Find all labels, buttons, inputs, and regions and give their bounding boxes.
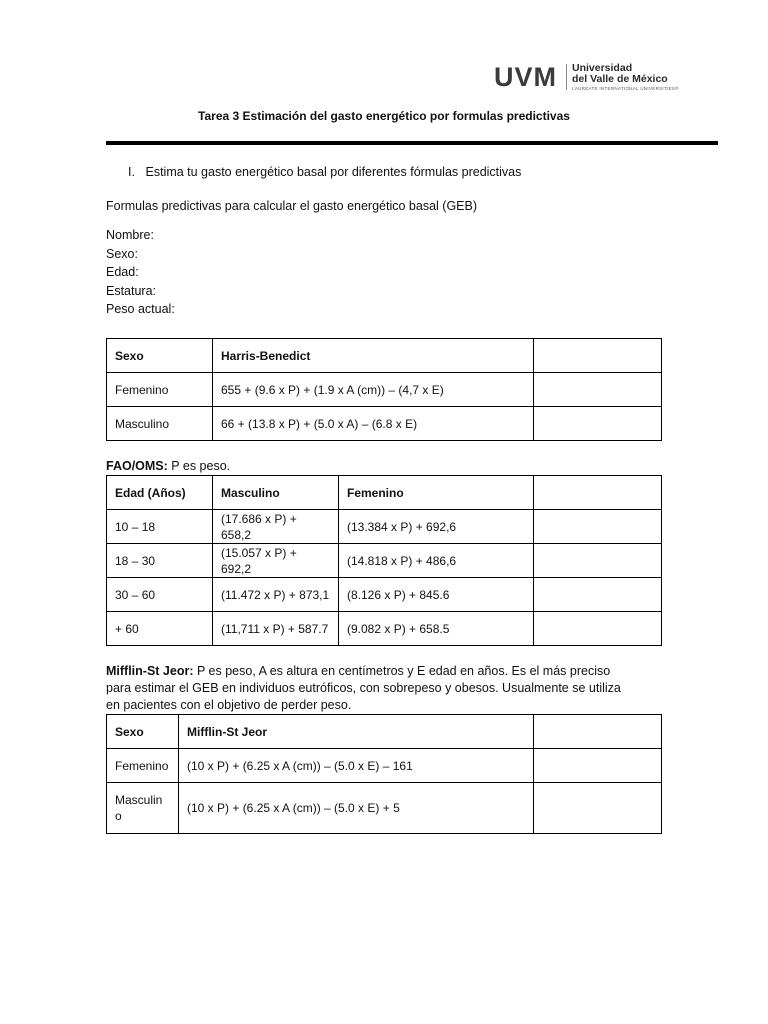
- table-row: [107, 544, 662, 578]
- instruction-item: [128, 163, 521, 181]
- field-sexo: Sexo:: [106, 246, 138, 261]
- mifflin-st-jeor-table: [106, 714, 662, 834]
- table-row: [107, 373, 662, 407]
- table-cell: 655 + (9.6 x P) + (1.9 x A (cm)) – (4,7 x E): [213, 373, 534, 407]
- logo-tagline: LAUREATE INTERNATIONAL UNIVERSITIES®: [572, 86, 679, 91]
- table-cell: (10 x P) + (6.25 x A (cm)) – (5.0 x E) + 5: [179, 783, 534, 834]
- personal-fields: [106, 226, 175, 319]
- harris-benedict-table: [106, 338, 662, 441]
- logo-divider: [566, 64, 567, 90]
- fao-caption: [106, 458, 230, 475]
- logo-university-line1: Universidad: [572, 62, 633, 74]
- mifflin-note: P es peso, A es altura en centímetros y E edad en años. Es el más preciso para estimar el GEB en individuos eutróficos, con sobrepeso y obesos. Usualmente se utiliza en pacientes con el objetivo de perder peso.: [106, 664, 621, 712]
- field-estatura: Estatura:: [106, 283, 157, 298]
- fao-label: FAO/OMS:: [106, 459, 168, 473]
- header-cell: Mifflin-St Jeor: [179, 715, 534, 749]
- table-cell: Masculin o: [107, 783, 179, 834]
- table-row: [107, 510, 662, 544]
- field-edad: Edad:: [106, 265, 139, 279]
- table-cell: (11,711 x P) + 587.7: [213, 612, 339, 646]
- header-cell: [534, 715, 662, 749]
- table-cell: + 60: [107, 612, 213, 646]
- table-cell: 18 – 30: [107, 544, 213, 578]
- table-row: [107, 612, 662, 646]
- instruction-number: I.: [128, 165, 135, 179]
- title-rule: [106, 141, 718, 145]
- table-cell: (13.384 x P) + 692,6: [339, 510, 534, 544]
- document-title: Tarea 3 Estimación del gasto energético por formulas predictivas: [198, 109, 570, 123]
- field-nombre: Nombre:: [106, 228, 154, 242]
- header-cell: Sexo: [107, 339, 213, 373]
- logo-brand: UVM: [494, 62, 557, 92]
- table-cell: Masculino: [107, 407, 213, 441]
- field-peso-actual: Peso actual:: [106, 302, 175, 316]
- logo-university-name: [572, 63, 668, 85]
- table-row: [107, 578, 662, 612]
- table-cell: (11.472 x P) + 873,1: [213, 578, 339, 612]
- header-cell: [534, 339, 662, 373]
- table-cell: 30 – 60: [107, 578, 213, 612]
- header-cell: Femenino: [339, 476, 534, 510]
- table-cell[interactable]: [534, 544, 662, 578]
- table-cell: (17.686 x P) + 658,2: [213, 510, 339, 544]
- instruction-text: Estima tu gasto energético basal por diferentes fórmulas predictivas: [145, 165, 522, 179]
- table-header-row: [107, 715, 662, 749]
- table-cell: Femenino: [107, 373, 213, 407]
- table-cell: (10 x P) + (6.25 x A (cm)) – (5.0 x E) – 161: [179, 749, 534, 783]
- table-cell[interactable]: [534, 749, 662, 783]
- table-cell[interactable]: [534, 407, 662, 441]
- table-cell: 66 + (13.8 x P) + (5.0 x A) – (6.8 x E): [213, 407, 534, 441]
- table-cell[interactable]: [534, 783, 662, 834]
- table-cell: (14.818 x P) + 486,6: [339, 544, 534, 578]
- table-cell[interactable]: [534, 510, 662, 544]
- table-header-row: [107, 476, 662, 510]
- table-cell: 10 – 18: [107, 510, 213, 544]
- logo-university-line2: del Valle de México: [572, 73, 668, 85]
- fao-oms-table: [106, 475, 662, 646]
- header-cell: Harris-Benedict: [213, 339, 534, 373]
- table-row: [107, 749, 662, 783]
- table-row: [107, 407, 662, 441]
- fao-note: P es peso.: [167, 459, 231, 473]
- table-cell: Femenino: [107, 749, 179, 783]
- table-cell: (9.082 x P) + 658.5: [339, 612, 534, 646]
- header-cell: Edad (Años): [107, 476, 213, 510]
- mifflin-caption: [106, 663, 636, 714]
- header-cell: Sexo: [107, 715, 179, 749]
- table-cell[interactable]: [534, 612, 662, 646]
- table-cell: (8.126 x P) + 845.6: [339, 578, 534, 612]
- header-cell: Masculino: [213, 476, 339, 510]
- table-header-row: [107, 339, 662, 373]
- table-cell[interactable]: [534, 373, 662, 407]
- mifflin-label: Mifflin-St Jeor:: [106, 664, 194, 678]
- intro-paragraph: Formulas predictivas para calcular el gasto energético basal (GEB): [106, 199, 478, 213]
- header-cell: [534, 476, 662, 510]
- table-cell[interactable]: [534, 578, 662, 612]
- table-row: [107, 783, 662, 834]
- uvm-logo: [494, 62, 679, 94]
- table-cell: (15.057 x P) + 692,2: [213, 544, 339, 578]
